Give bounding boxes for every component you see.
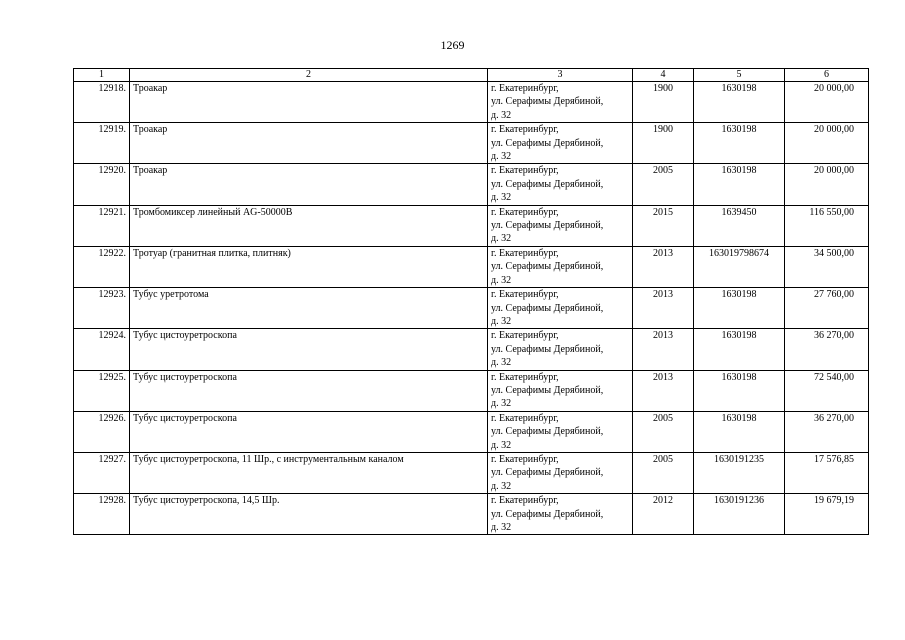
address-line: ул. Серафимы Дерябиной, bbox=[491, 384, 604, 396]
column-number: 1 bbox=[74, 69, 130, 82]
item-address bbox=[488, 205, 633, 246]
address-line: ул. Серафимы Дерябиной, bbox=[491, 302, 604, 314]
item-name: Троакар bbox=[130, 123, 488, 164]
item-code: 163019798674 bbox=[694, 246, 785, 287]
item-name: Тротуар (гранитная плитка, плитняк) bbox=[130, 246, 488, 287]
item-number: 12920. bbox=[74, 164, 130, 205]
address-line: г. Екатеринбург, bbox=[491, 289, 559, 301]
item-number: 12919. bbox=[74, 123, 130, 164]
property-registry-table bbox=[73, 68, 869, 535]
address-line: г. Екатеринбург, bbox=[491, 453, 559, 465]
address-line: ул. Серафимы Дерябиной, bbox=[491, 96, 604, 108]
column-number-row bbox=[74, 69, 869, 82]
item-address bbox=[488, 288, 633, 329]
item-code: 1630198 bbox=[694, 370, 785, 411]
item-name: Тубус цистоуретроскопа, 11 Шр., с инструментальным каналом bbox=[130, 452, 488, 493]
item-value: 20 000,00 bbox=[785, 82, 869, 123]
item-number: 12922. bbox=[74, 246, 130, 287]
item-number: 12926. bbox=[74, 411, 130, 452]
item-value: 19 679,19 bbox=[785, 494, 869, 535]
address-line: д. 32 bbox=[491, 315, 512, 327]
column-number: 3 bbox=[488, 69, 633, 82]
address-line: ул. Серафимы Дерябиной, bbox=[491, 508, 604, 520]
item-code: 1630198 bbox=[694, 82, 785, 123]
address-line: д. 32 bbox=[491, 357, 512, 369]
address-line: д. 32 bbox=[491, 151, 512, 163]
item-value: 17 576,85 bbox=[785, 452, 869, 493]
table-row bbox=[74, 288, 869, 329]
table-row bbox=[74, 370, 869, 411]
table-row bbox=[74, 205, 869, 246]
item-number: 12923. bbox=[74, 288, 130, 329]
item-year: 2012 bbox=[633, 494, 694, 535]
item-code: 1630198 bbox=[694, 329, 785, 370]
item-value: 72 540,00 bbox=[785, 370, 869, 411]
item-year: 2013 bbox=[633, 288, 694, 329]
address-line: ул. Серафимы Дерябиной, bbox=[491, 261, 604, 273]
address-line: д. 32 bbox=[491, 109, 512, 121]
item-year: 2005 bbox=[633, 452, 694, 493]
address-line: д. 32 bbox=[491, 522, 512, 533]
item-address bbox=[488, 411, 633, 452]
item-address bbox=[488, 494, 633, 535]
address-line: д. 32 bbox=[491, 480, 512, 492]
item-year: 1900 bbox=[633, 82, 694, 123]
address-line: ул. Серафимы Дерябиной, bbox=[491, 137, 604, 149]
table-row bbox=[74, 164, 869, 205]
address-line: д. 32 bbox=[491, 398, 512, 410]
item-number: 12927. bbox=[74, 452, 130, 493]
item-value: 27 760,00 bbox=[785, 288, 869, 329]
table-row bbox=[74, 123, 869, 164]
item-year: 2013 bbox=[633, 370, 694, 411]
address-line: г. Екатеринбург, bbox=[491, 165, 559, 177]
address-line: г. Екатеринбург, bbox=[491, 371, 559, 383]
address-line: д. 32 bbox=[491, 192, 512, 204]
item-year: 2013 bbox=[633, 329, 694, 370]
item-address bbox=[488, 123, 633, 164]
table-row bbox=[74, 329, 869, 370]
item-year: 1900 bbox=[633, 123, 694, 164]
item-code: 1630198 bbox=[694, 123, 785, 164]
item-address bbox=[488, 246, 633, 287]
item-name: Тромбомиксер линейный AG-50000В bbox=[130, 205, 488, 246]
item-name: Тубус цистоуретроскопа bbox=[130, 411, 488, 452]
item-address bbox=[488, 329, 633, 370]
item-number: 12928. bbox=[74, 494, 130, 535]
item-year: 2015 bbox=[633, 205, 694, 246]
item-value: 20 000,00 bbox=[785, 123, 869, 164]
address-line: г. Екатеринбург, bbox=[491, 412, 559, 424]
item-year: 2013 bbox=[633, 246, 694, 287]
column-number: 2 bbox=[130, 69, 488, 82]
item-name: Троакар bbox=[130, 164, 488, 205]
item-number: 12925. bbox=[74, 370, 130, 411]
item-address bbox=[488, 370, 633, 411]
item-name: Троакар bbox=[130, 82, 488, 123]
address-line: г. Екатеринбург, bbox=[491, 124, 559, 136]
item-code: 1630198 bbox=[694, 411, 785, 452]
item-address bbox=[488, 164, 633, 205]
address-line: г. Екатеринбург, bbox=[491, 247, 559, 259]
address-line: ул. Серафимы Дерябиной, bbox=[491, 343, 604, 355]
address-line: д. 32 bbox=[491, 233, 512, 245]
address-line: г. Екатеринбург, bbox=[491, 330, 559, 342]
item-value: 36 270,00 bbox=[785, 411, 869, 452]
item-name: Тубус уретротома bbox=[130, 288, 488, 329]
page-number: 1269 bbox=[440, 38, 465, 52]
item-number: 12918. bbox=[74, 82, 130, 123]
item-code: 1639450 bbox=[694, 205, 785, 246]
address-line: ул. Серафимы Дерябиной, bbox=[491, 220, 604, 232]
item-address bbox=[488, 82, 633, 123]
item-year: 2005 bbox=[633, 164, 694, 205]
item-name: Тубус цистоуретроскопа bbox=[130, 370, 488, 411]
column-number: 5 bbox=[694, 69, 785, 82]
item-value: 116 550,00 bbox=[785, 205, 869, 246]
table-row bbox=[74, 246, 869, 287]
address-line: г. Екатеринбург, bbox=[491, 206, 559, 218]
address-line: г. Екатеринбург, bbox=[491, 495, 559, 507]
item-number: 12924. bbox=[74, 329, 130, 370]
address-line: д. 32 bbox=[491, 439, 512, 451]
table-row bbox=[74, 494, 869, 535]
item-code: 1630198 bbox=[694, 288, 785, 329]
item-value: 36 270,00 bbox=[785, 329, 869, 370]
column-number: 6 bbox=[785, 69, 869, 82]
item-value: 20 000,00 bbox=[785, 164, 869, 205]
item-code: 1630191235 bbox=[694, 452, 785, 493]
address-line: д. 32 bbox=[491, 274, 512, 286]
item-address bbox=[488, 452, 633, 493]
item-code: 1630191236 bbox=[694, 494, 785, 535]
address-line: ул. Серафимы Дерябиной, bbox=[491, 467, 604, 479]
item-code: 1630198 bbox=[694, 164, 785, 205]
item-value: 34 500,00 bbox=[785, 246, 869, 287]
table-row bbox=[74, 452, 869, 493]
address-line: ул. Серафимы Дерябиной, bbox=[491, 426, 604, 438]
address-line: ул. Серафимы Дерябиной, bbox=[491, 178, 604, 190]
item-name: Тубус цистоуретроскопа, 14,5 Шр. bbox=[130, 494, 488, 535]
column-number: 4 bbox=[633, 69, 694, 82]
item-number: 12921. bbox=[74, 205, 130, 246]
table-row bbox=[74, 411, 869, 452]
item-year: 2005 bbox=[633, 411, 694, 452]
table-row bbox=[74, 82, 869, 123]
item-name: Тубус цистоуретроскопа bbox=[130, 329, 488, 370]
address-line: г. Екатеринбург, bbox=[491, 83, 559, 94]
